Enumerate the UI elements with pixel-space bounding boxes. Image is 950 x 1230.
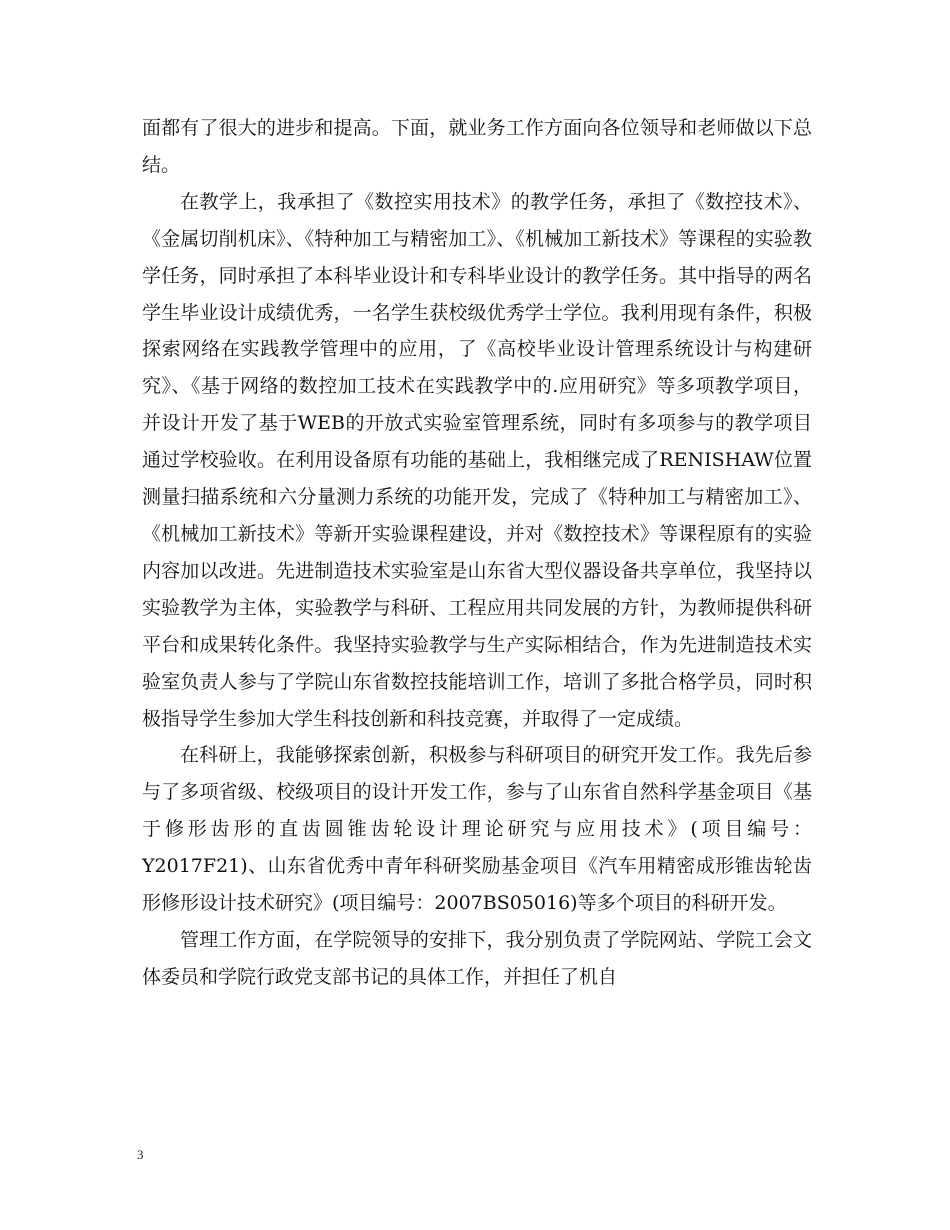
paragraph: 管理工作方面，在学院领导的安排下，我分别负责了学院网站、学院工会文体委员和学院行政党支部书记的具体工作，并担任了机自 bbox=[142, 928, 812, 988]
paragraph: 在科研上，我能够探索创新，积极参与科研项目的研究开发工作。我先后参与了多项省级、校级项目的设计开发工作，参与了山东省自然科学基金项目《基于修形齿形的直齿圆锥齿轮设计理论研究与应用技术》(项目编号：Y2017F21)、山东省优秀中青年科研奖励基金项目《汽车用精密成形锥齿轮齿形修形设计技术研究》(项目编号：2007BS05016)等多个项目的科研开发。 bbox=[142, 744, 812, 915]
paragraph: 面都有了很大的进步和提高。下面，就业务工作方面向各位领导和老师做以下总结。 bbox=[142, 117, 812, 176]
paragraph: 在教学上，我承担了《数控实用技术》的教学任务，承担了《数控技术》、《金属切削机床》、《特种加工与精密加工》、《机械加工新技术》等课程的实验教学任务，同时承担了本科毕业设计和专科毕业设计的教学任务。其中指导的两名学生毕业设计成绩优秀，一名学生获校级优秀学士学位。我利用现有条件，积极探索网络在实践教学管理中的应用，了《高校毕业设计管理系统设计与构建研究》、《基于网络的数控加工技术在实践教学中的.应用研究》等多项教学项目，并设计开发了基于WEB的开放式实验室管理系统，同时有多项参与的教学项目通过学校验收。在利用设备原有功能的基础上，我相继完成了RENISHAW位置测量扫描系统和六分量测力系统的功能开发，完成了《特种加工与精密加工》、《机械加工新技术》等新开实验课程建设，并对《数控技术》等课程原有的实验内容加以改进。先进制造技术实验室是山东省大型仪器设备共享单位，我坚持以实验教学为主体，实验教学与科研、工程应用共同发展的方针，为教师提供科研平台和成果转化条件。我坚持实验教学与生产实际相结合，作为先进制造技术实验室负责人参与了学院山东省数控技能培训工作，培训了多批合格学员，同时积极指导学生参加大学生科技创新和科技竞赛，并取得了一定成绩。 bbox=[142, 190, 812, 730]
body-text bbox=[142, 110, 812, 996]
page-number: 3 bbox=[137, 1147, 144, 1162]
